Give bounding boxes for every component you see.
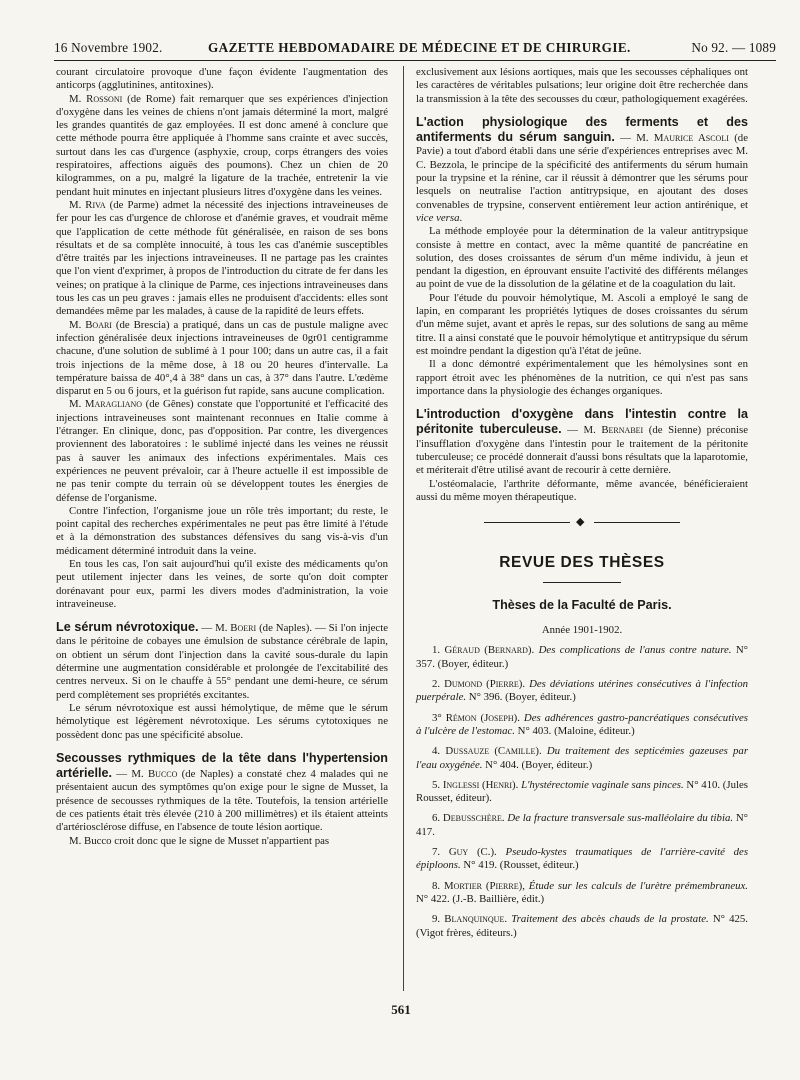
paragraph: exclusivement aux lésions aortiques, mais que les secousses céphaliques ont les caractères de véritables pulsations; leur origine doit être recherchée dans la transmission à la tête des secousses du cœur, pathologiquement exagérées. <box>416 66 748 105</box>
theses-heading: Thèses de la Faculté de Paris. <box>492 597 672 612</box>
thesis-details: N° 419. (Rousset, éditeur.) <box>460 859 579 872</box>
section-title: Le sérum névrotoxique. <box>56 620 199 635</box>
item-number: 1. <box>432 644 441 657</box>
item-number: 4. <box>432 745 441 758</box>
italic-text: vice versa <box>416 211 460 224</box>
paragraph-text: (de Sienne) préconise l'insufflation d'oxygène dans l'intestin pour le traitement de la péritonite tuberculeuse; ce procédé donnerait d'aussi bons résultats que la laparotomie, et mériterait d'être utilisé avant de recourir à cette dernière. <box>416 424 748 477</box>
section-title: L'introduction d'oxygène dans l'intestin contre la péritonite tuberculeuse. <box>416 407 748 437</box>
section-ferments-antiferments <box>416 115 748 225</box>
item-number: 2. <box>432 678 441 691</box>
author-name: M. Rossoni <box>69 92 123 105</box>
list-item <box>416 745 748 772</box>
paragraph: En tous les cas, l'on sait aujourd'hui qu'il existe des médicaments qu'on peut utilement injecter dans les veines, de sorte qu'on doit compter dorénavant pour eux, parmi les divers modes d'administration, la voie intraveineuse. <box>56 557 388 610</box>
author-name: M. Maragliano <box>69 398 143 411</box>
paragraph <box>56 93 388 199</box>
paragraph: Il a donc démontré expérimentalement que les hémolysines sont en rapport étroit avec les phénomènes de la nutrition, ce qui n'est pas sans importance dans la physiologie des échanges organiques. <box>416 358 748 397</box>
section-title: Secousses rythmiques de la tête dans l'hypertension artérielle. <box>56 750 388 781</box>
item-number: 3° <box>432 711 442 724</box>
author-name: Debusschère. <box>442 812 505 825</box>
thesis-title: Pseudo-kystes traumatiques de l'arrière-cavité des épiploons. <box>416 846 749 872</box>
ornament-line <box>594 522 680 523</box>
list-item <box>416 812 748 839</box>
author-name: Géraud (Bernard). <box>444 644 535 657</box>
author-name: Guy (C.). <box>448 846 497 859</box>
running-header <box>54 38 776 61</box>
thesis-title: Étude sur les calculs de l'urètre prémembraneux. <box>528 879 749 892</box>
author-name: M. Riva <box>69 198 106 211</box>
thesis-title: Traitement des abcès chauds de la prostate. <box>511 913 709 926</box>
list-item <box>416 846 748 873</box>
author-name: Dussauze (Camille). <box>445 745 542 758</box>
author-name: — M. Boeri <box>198 622 257 635</box>
paragraph-text: (de Pavie) a tout d'abord établi dans une série d'expériences entreprises avec M. C. Bezzola, le principe de la spécificité des antiferments du sérum humain pour la trypsine et la rénine, car il réussit à démontrer que les sérums pour lesquels on neutralise l'action antitrypsique, en ajoutant des doses convenables de trypsine, conservent entièrement leur action antirénique, et <box>416 132 748 211</box>
thesis-details: N° 410. (Jules Rousset, éditeur). <box>416 778 748 805</box>
thesis-details: N° 396. (Boyer, éditeur.) <box>466 691 576 704</box>
page-number: 561 <box>391 1002 411 1017</box>
thesis-details: N° 422. (J.-B. Baillière, édit.) <box>416 892 545 905</box>
right-column <box>416 66 748 940</box>
paragraph-text: (de Naples). — Si l'on injecte dans le péritoine de cobayes une émulsion de substance cérébrale de lapin, on obtient un sérum dont l'injection dans la cavité sous-durale du lapin détermine une augmentation considérable et prolongée de l'excitabilité des centres nerveux. Si on le chauffe à 55° pendant une demi-heure, ce sérum perd complètement ses propriétés excitantes. <box>56 622 388 701</box>
ornament-line <box>484 522 570 523</box>
thesis-title: L'hystérectomie vaginale sans pinces. <box>521 778 684 791</box>
thesis-title: Des complications de l'anus contre nature. <box>538 644 732 657</box>
item-number: 6. <box>432 812 441 825</box>
author-name: Mortier (Pierre), <box>444 879 525 892</box>
heading-rule <box>543 582 621 583</box>
list-item <box>416 644 748 671</box>
author-name: M. Boari <box>69 318 112 331</box>
paragraph: Le sérum névrotoxique est aussi hémolytique, de même que le sérum hémolytique est légèrement névrotoxique. Les sérums cytotoxiques ne possèdent donc pas une spécificité absolue. <box>56 701 388 741</box>
paragraph: Pour l'étude du pouvoir hémolytique, M. Ascoli a employé le sang de lapin, en comparant les propriétés lytiques de doses croissantes du sérum d'un même sujet, avant et après le repas, sur des solutions de sang au même titre. Il a ainsi constaté que le pouvoir hémolytique et antitrypsique du sérum est moindre pendant la digestion qu'à l'état de jeûne. <box>416 291 748 357</box>
revue-des-theses-heading: REVUE DES THÈSES <box>499 554 665 572</box>
year-line: Année 1901-1902. <box>541 624 623 637</box>
theses-list <box>416 644 748 939</box>
section-oxygene-intestin <box>416 407 748 477</box>
author-name: Rémon (Joseph). <box>445 711 520 724</box>
thesis-details: N° 357. (Boyer, éditeur.) <box>416 644 748 670</box>
thesis-details: N° 425. (Vigot frères, éditeurs.) <box>416 913 749 939</box>
item-number: 9. <box>432 913 441 926</box>
item-number: 5. <box>432 778 441 791</box>
list-item <box>416 779 748 806</box>
diamond-ornament-icon: ◆ <box>576 516 585 529</box>
paragraph: M. Bucco croit donc que le signe de Musset n'appartient pas <box>69 834 330 847</box>
author-name: Blanquinque. <box>444 913 508 926</box>
section-serum-nevrotoxique <box>56 620 388 702</box>
paragraph <box>56 319 388 399</box>
list-item <box>416 880 748 907</box>
paragraph-text: . <box>459 211 463 224</box>
paragraph: courant circulatoire provoque d'une façon évidente l'augmentation des anticorps (agglutinines, antitoxines). <box>56 66 388 92</box>
header-date: 16 Novembre 1902. <box>54 40 163 55</box>
paragraph: Contre l'infection, l'organisme joue un rôle très important; du reste, le point capital des recherches expérimentales ne peut pas être limité à l'étude et à la démonstration des substances défensives du sang vis-à-vis d'un médicament déterminé introduit dans la veine. <box>56 504 388 557</box>
paragraph-text: (de Naples) a constaté chez 4 malades qui ne présentaient aucun des symptômes qu'on exige pour le signe de Musset, la présence de secousses rythmiques de la tête. Toutefois, la tension artérielle de ces patients était très élevée (210 à 200 millimètres) et ils étaient atteints d'artériosclérose diffuse, en l'absence de toute lésion aortique. <box>56 768 388 834</box>
thesis-title: Des adhérences gastro-pancréatiques consécutives à l'ulcère de l'estomac. <box>416 711 748 737</box>
section-title: L'action physiologique des ferments et des antiferments du sérum sanguin. <box>416 114 748 145</box>
issue-number: No 92. — 1089 <box>691 40 776 55</box>
list-item <box>416 913 748 940</box>
paragraph-text: (de Brescia) a pratiqué, dans un cas de pustule maligne avec infection généralisée deux injections intraveineuses de 0gr01 centigramme chacune, d'une solution de sublimé à 1 pour 100; dans un autre cas, il a fait trois injections de la même dose, à 18 ou 20 heures d'intervalle. La température baissa de 40°,4 à 38° dans un cas, à 37° dans l'autre. L'œdème disparut en 5 ou 6 jours, et la guérison fut rapide, sans aucune complication. <box>56 318 388 398</box>
paragraph <box>56 199 388 319</box>
ornament-divider <box>484 516 680 530</box>
author-name: — M. Maurice Ascoli <box>614 132 729 145</box>
paragraph-text: (de Gênes) constate que l'opportunité et l'efficacité des injections intraveineuses sont maintenant reconnues en Italie comme à l'étranger. En clinique, donc, pas d'opposition. Par contre, les divergences proviennent des laboratoires : le sublimé injecté dans les veines ne réussit pas à sauver les animaux des infections expérimentales. Mais ces expériences ne peuvent prévaloir, car à l'heure actuelle il est impossible de ne pas tenir compte du terrain où se développent toutes les énergies de défense de l'organisme. <box>56 398 388 504</box>
section-secousses-rythmiques <box>56 751 388 835</box>
author-name: — M. Bucco <box>112 768 178 781</box>
paragraph: L'ostéomalacie, l'arthrite déformante, même avancée, bénéficieraient aussi du même moyen thérapeutique. <box>416 477 748 503</box>
thesis-title: De la fracture transversale sus-malléolaire du tibia. <box>507 812 734 825</box>
item-number: 7. <box>432 846 441 859</box>
author-name: Inglessi (Henri). <box>442 778 519 791</box>
item-number: 8. <box>432 879 441 892</box>
author-name: — M. Bernabei <box>561 424 644 437</box>
thesis-details: N° 403. (Maloine, éditeur.) <box>514 724 635 737</box>
paragraph-text: (de Parme) admet la nécessité des injections intraveineuses de fer pour les cas d'urgence de chlorose et d'anémie graves, et voudrait même que l'application de cette méthode fût généralisée, en raison de ses bons résultats et de sa complète innocuité, à tous les cas d'anémie susceptibles d'être traités par les injections intraveineuses. Il ne partage pas les craintes que l'on vient d'exprimer, à propos de l'introduction du citrate de fer dans les veines; on pratique à la clinique de Parme, ces injections intraveineuses dans tous les cas un peu graves : jamais elles ne produisent d'accidents: elles sont demandées même par les malades, à cause de la rapidité de leurs effets. <box>56 198 388 318</box>
paragraph-text: (de Rome) fait remarquer que ses expériences d'injection d'oxygène dans les veines de chiens n'ont jamais déterminé la mort, malgré les grandes quantités de gaz employées. Il est donc amené à conclure que cette méthode pourra être appliquée à l'homme sans crainte et avec succès, surtout dans les cas d'urgence (asphyxie, croup, corps étrangers des voies respiratoires, affections aiguës des poumons). Chez un chien de 20 kilogrammes, on a pu, malgré la ligature de la trachée, entretenir la vie pendant huit minutes en injectant plusieurs litres d'oxygène dans les veines. <box>56 92 388 198</box>
list-item <box>416 678 748 705</box>
thesis-details: N° 417. <box>416 812 748 838</box>
journal-title: GAZETTE HEBDOMADAIRE DE MÉDECINE ET DE CHIRURGIE. <box>208 40 631 55</box>
paragraph <box>56 398 388 504</box>
thesis-title: Du traitement des septicémies gazeuses par l'eau oxygénée. <box>416 745 749 771</box>
thesis-details: N° 404. (Boyer, éditeur.) <box>482 758 593 771</box>
thesis-title: Des déviations utérines consécutives à l'infection puerpérale. <box>416 678 748 704</box>
left-column <box>56 66 388 848</box>
list-item <box>416 712 748 739</box>
author-name: Dumond (Pierre). <box>444 678 526 691</box>
paragraph: La méthode employée pour la détermination de la valeur antitrypsique consiste à mettre en contact, avec la même quantité de pancréatine en solution, des doses croissantes de sérum d'un même individu, à jeun et pendant la digestion, en éprouvant ensuite l'activité des différents mélanges au point de vue de la dissolution de la gélatine et de la coagulation du lait. <box>416 225 748 291</box>
column-divider <box>403 66 404 991</box>
